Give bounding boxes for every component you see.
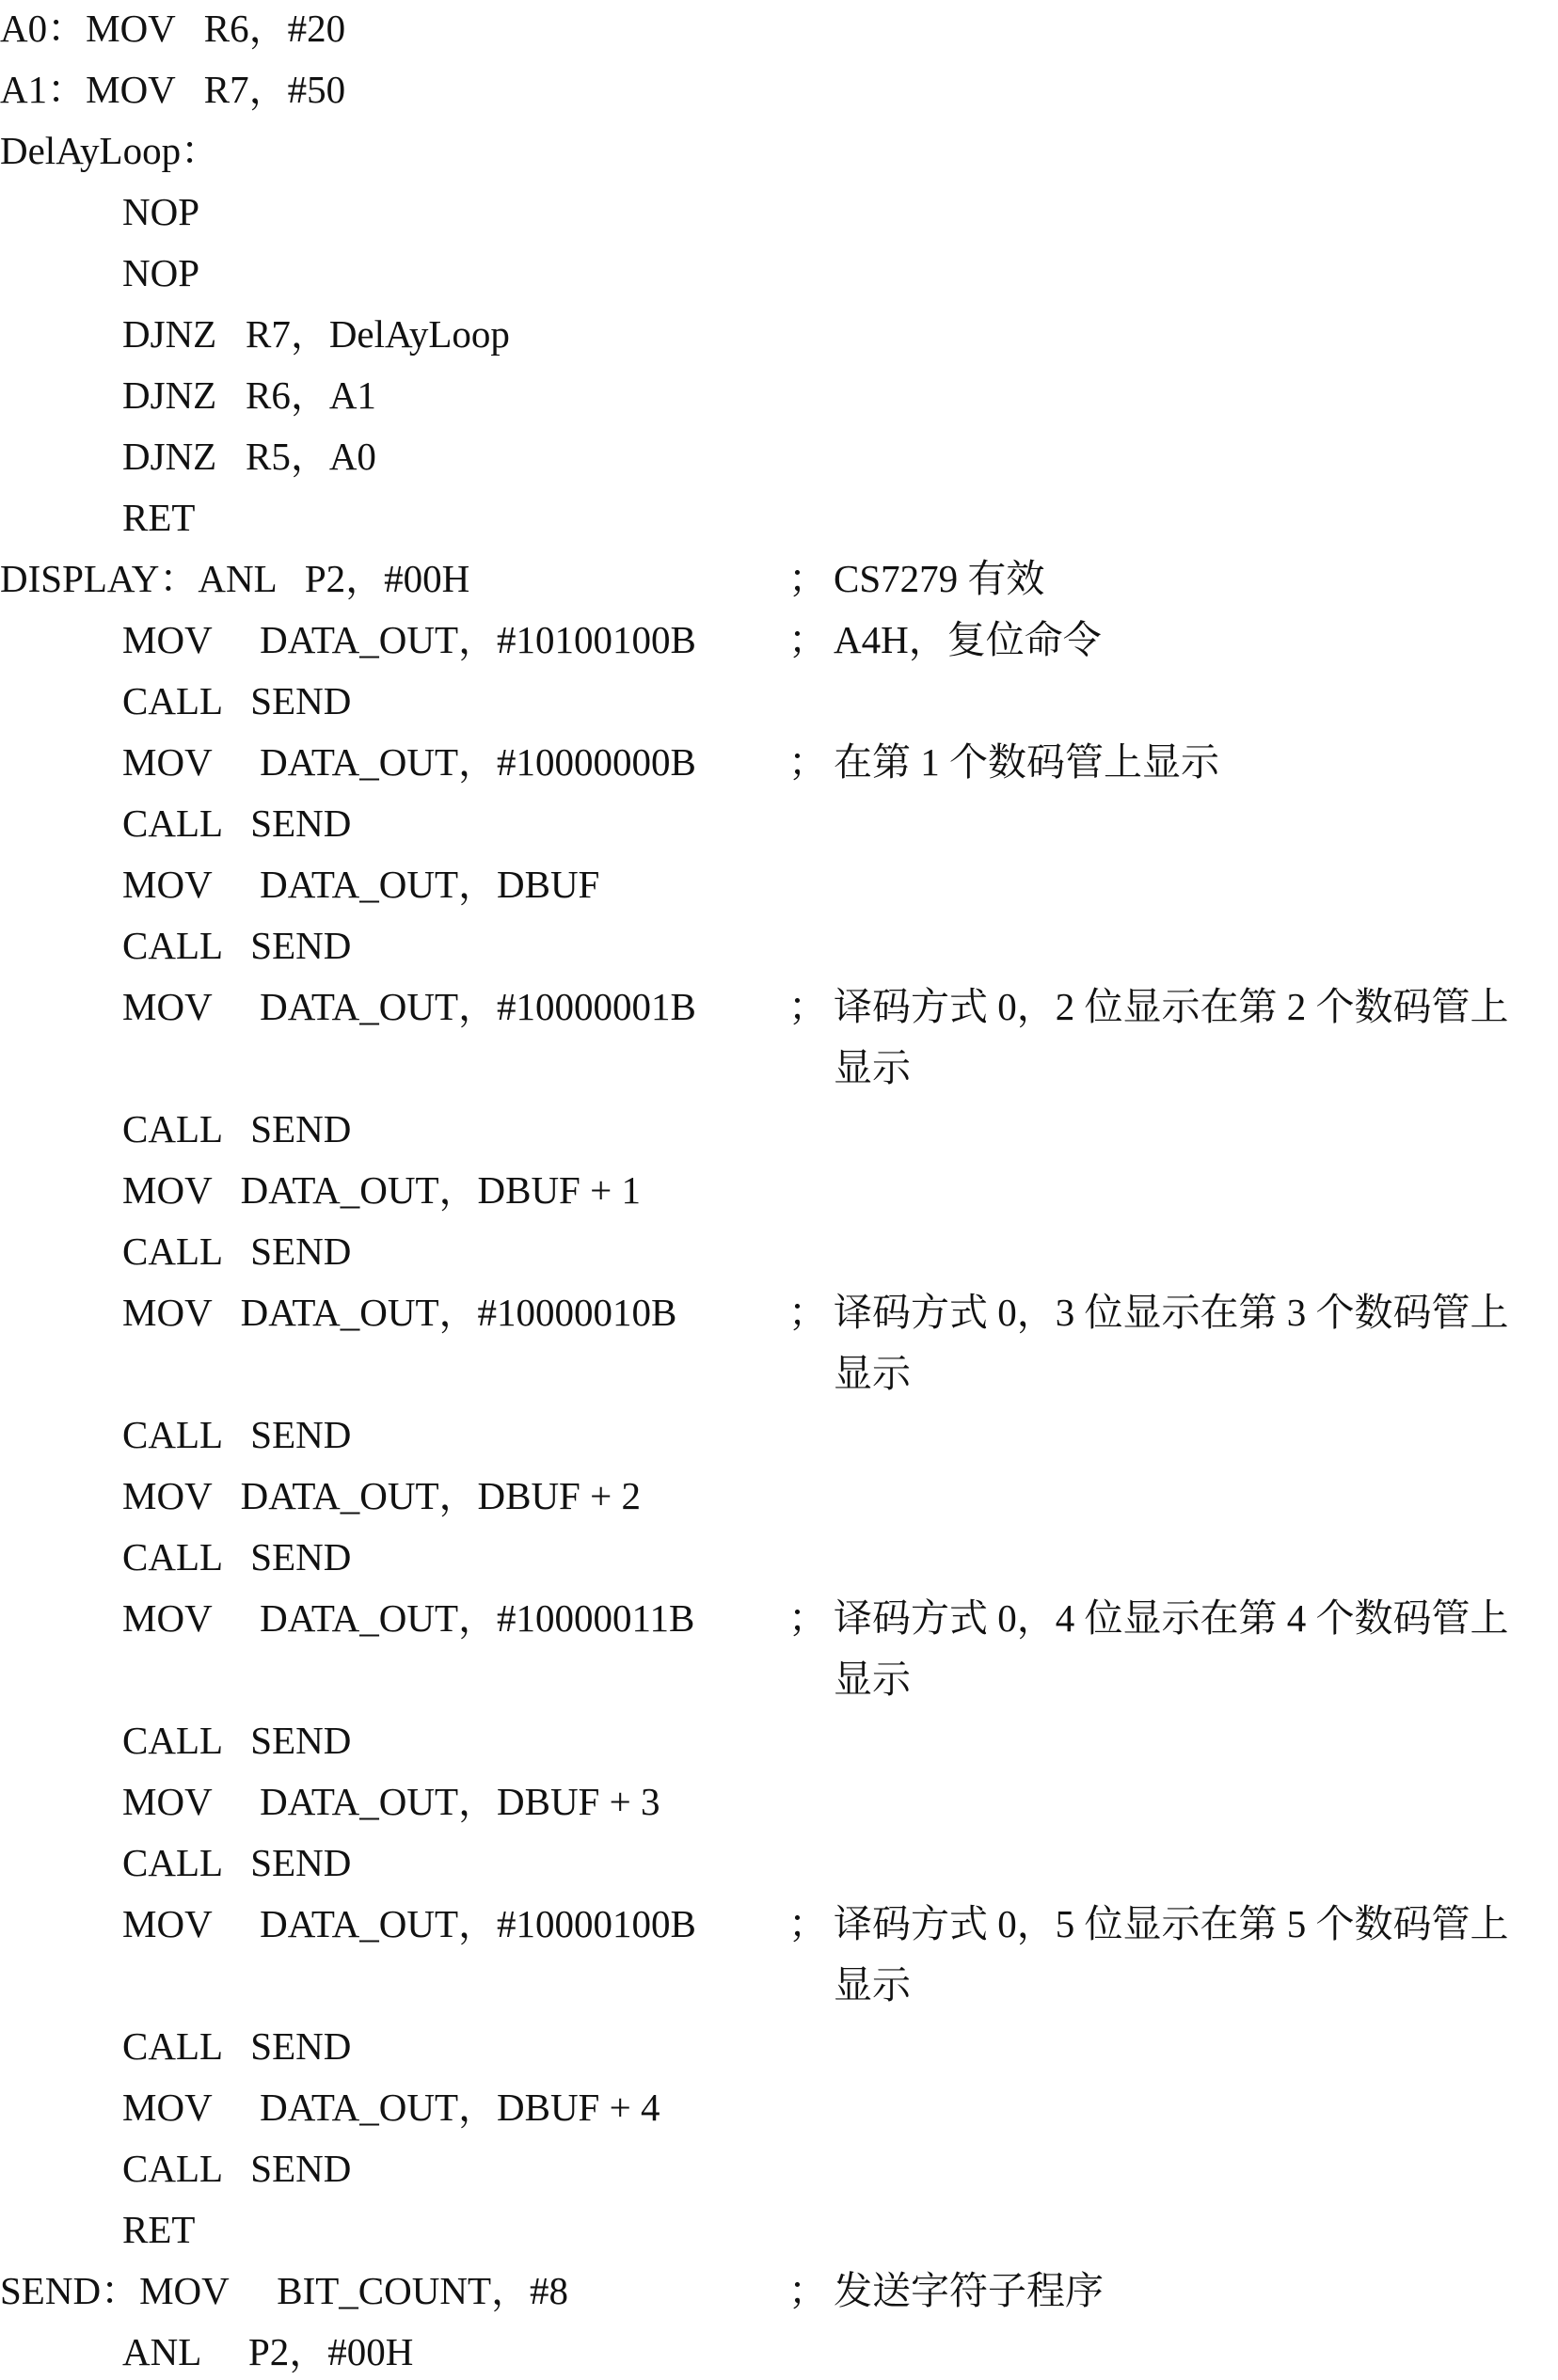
code-line bbox=[0, 1590, 1558, 1646]
code-line bbox=[0, 2324, 1558, 2380]
code-line bbox=[0, 1039, 1558, 1096]
comment-text: 显示 bbox=[834, 1963, 911, 2007]
comment-text: 译码方式 0，4 位显示在第 4 个数码管上 bbox=[834, 1596, 1509, 1640]
code-line bbox=[0, 245, 1558, 301]
code-line bbox=[0, 1712, 1558, 1769]
code-line bbox=[0, 367, 1558, 423]
comment-semicolon: ； bbox=[788, 1596, 827, 1640]
code-text: MOV DATA_OUT，#10000000B bbox=[122, 740, 696, 784]
code-text: DelAyLoop： bbox=[0, 129, 220, 172]
code-line bbox=[0, 978, 1558, 1035]
code-text: CALL SEND bbox=[122, 1719, 352, 1762]
code-line bbox=[0, 1468, 1558, 1524]
code-text: MOV DATA_OUT，DBUF + 2 bbox=[122, 1474, 641, 1517]
code-line bbox=[0, 550, 1558, 607]
code-line bbox=[0, 1223, 1558, 1279]
comment-semicolon: ； bbox=[788, 1291, 827, 1334]
code-text: MOV DATA_OUT，DBUF + 3 bbox=[122, 1780, 660, 1823]
code-line bbox=[0, 1896, 1558, 1952]
code-text: ANL P2，#00H bbox=[122, 2330, 414, 2373]
code-text: MOV DATA_OUT，#10000011B bbox=[122, 1596, 695, 1640]
code-line bbox=[0, 2262, 1558, 2319]
code-text: MOV DATA_OUT，#10000001B bbox=[122, 985, 696, 1028]
code-text: RET bbox=[122, 496, 196, 539]
comment-text: 译码方式 0，3 位显示在第 3 个数码管上 bbox=[834, 1291, 1509, 1334]
comment-text: A4H，复位命令 bbox=[834, 618, 1102, 661]
code-line bbox=[0, 734, 1558, 790]
comment-text: 显示 bbox=[834, 1352, 911, 1395]
code-text: CALL SEND bbox=[122, 1535, 352, 1579]
code-text: RET bbox=[122, 2208, 196, 2251]
code-line bbox=[0, 856, 1558, 912]
code-line bbox=[0, 1957, 1558, 2013]
code-line bbox=[0, 611, 1558, 668]
code-line bbox=[0, 0, 1558, 56]
code-text: DJNZ R5，A0 bbox=[122, 435, 376, 478]
comment-text: CS7279 有效 bbox=[834, 557, 1045, 600]
code-text: CALL SEND bbox=[122, 2024, 352, 2068]
code-text: SEND：MOV BIT_COUNT，#8 bbox=[0, 2269, 569, 2312]
code-line bbox=[0, 428, 1558, 484]
code-text: CALL SEND bbox=[122, 1413, 352, 1456]
comment-text: 显示 bbox=[834, 1658, 911, 1701]
code-line bbox=[0, 122, 1558, 179]
code-text: CALL SEND bbox=[122, 801, 352, 845]
code-line bbox=[0, 1834, 1558, 1891]
comment-semicolon: ； bbox=[788, 618, 827, 661]
code-text: MOV DATA_OUT，DBUF bbox=[122, 863, 600, 906]
code-line bbox=[0, 1284, 1558, 1341]
code-text: CALL SEND bbox=[122, 924, 352, 967]
comment-semicolon: ； bbox=[788, 1902, 827, 1945]
code-line bbox=[0, 917, 1558, 974]
comment-text: 译码方式 0，2 位显示在第 2 个数码管上 bbox=[834, 985, 1509, 1028]
comment-semicolon: ； bbox=[788, 557, 827, 600]
code-text: NOP bbox=[122, 190, 200, 233]
comment-text: 发送字符子程序 bbox=[834, 2269, 1104, 2312]
code-text: NOP bbox=[122, 251, 200, 294]
comment-text: 显示 bbox=[834, 1046, 911, 1089]
code-line bbox=[0, 795, 1558, 851]
comment-semicolon: ； bbox=[788, 985, 827, 1028]
code-text: MOV DATA_OUT，DBUF + 1 bbox=[122, 1168, 641, 1212]
code-text: MOV DATA_OUT，DBUF + 4 bbox=[122, 2086, 660, 2129]
code-text: CALL SEND bbox=[122, 2147, 352, 2190]
code-text: MOV DATA_OUT，#10000100B bbox=[122, 1902, 696, 1945]
code-line bbox=[0, 61, 1558, 118]
code-line bbox=[0, 1345, 1558, 1402]
code-text: DISPLAY：ANL P2，#00H bbox=[0, 557, 470, 600]
code-line bbox=[0, 1101, 1558, 1157]
code-text: CALL SEND bbox=[122, 1841, 352, 1884]
code-text: MOV DATA_OUT，#10100100B bbox=[122, 618, 696, 661]
code-text: MOV DATA_OUT，#10000010B bbox=[122, 1291, 677, 1334]
code-text: CALL SEND bbox=[122, 1107, 352, 1150]
comment-text: 译码方式 0，5 位显示在第 5 个数码管上 bbox=[834, 1902, 1509, 1945]
code-line bbox=[0, 2140, 1558, 2197]
code-line bbox=[0, 2079, 1558, 2135]
code-text: CALL SEND bbox=[122, 679, 352, 722]
code-text: DJNZ R6，A1 bbox=[122, 373, 376, 417]
code-line bbox=[0, 2018, 1558, 2074]
comment-semicolon: ； bbox=[788, 2269, 827, 2312]
code-line bbox=[0, 1773, 1558, 1830]
code-text: A1：MOV R7，#50 bbox=[0, 68, 346, 111]
code-text: A0：MOV R6，#20 bbox=[0, 7, 346, 50]
code-line bbox=[0, 1406, 1558, 1463]
code-line bbox=[0, 1529, 1558, 1585]
code-line bbox=[0, 673, 1558, 729]
code-line bbox=[0, 183, 1558, 240]
comment-semicolon: ； bbox=[788, 740, 827, 784]
code-line bbox=[0, 2201, 1558, 2258]
comment-text: 在第 1 个数码管上显示 bbox=[834, 740, 1219, 784]
code-text: DJNZ R7，DelAyLoop bbox=[122, 312, 510, 356]
code-line bbox=[0, 306, 1558, 362]
code-line bbox=[0, 1651, 1558, 1707]
code-line bbox=[0, 1162, 1558, 1218]
code-line bbox=[0, 489, 1558, 546]
code-text: CALL SEND bbox=[122, 1230, 352, 1273]
